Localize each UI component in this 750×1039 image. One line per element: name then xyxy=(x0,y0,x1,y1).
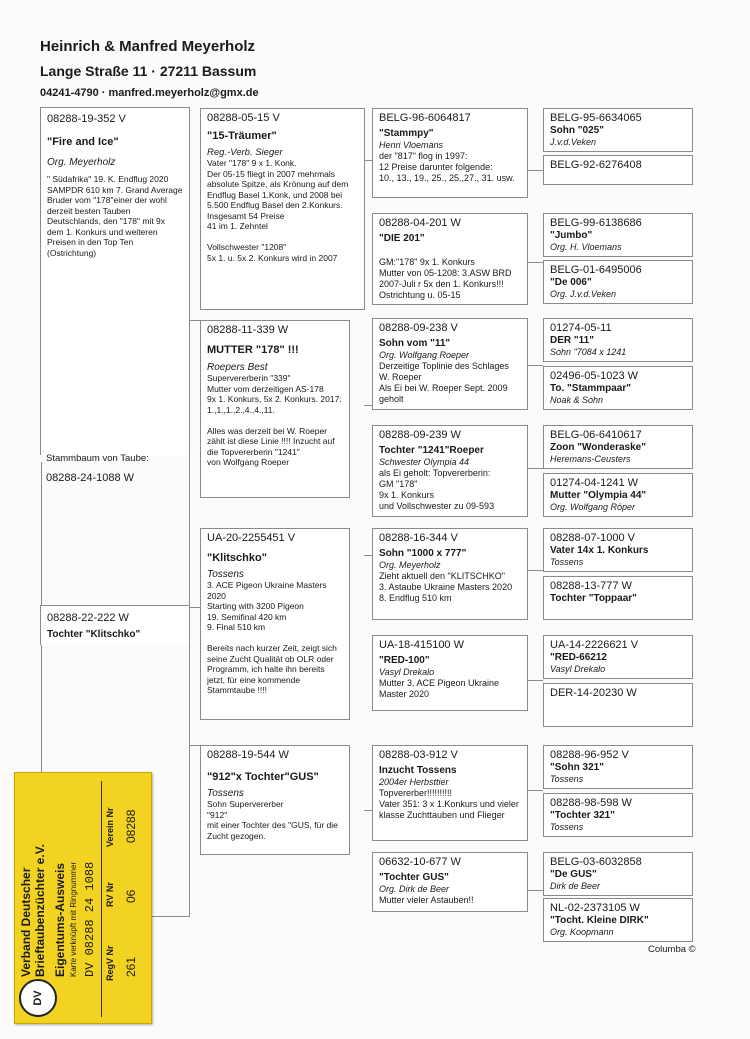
g4-box xyxy=(543,425,693,469)
certificate-val-verein: 08288 xyxy=(124,809,138,843)
g4-ring: NL-02-2373105 W xyxy=(550,902,640,914)
certificate-val-regv: 261 xyxy=(124,956,138,977)
g3-ring: BELG-96-6064817 xyxy=(379,112,471,124)
g4-box xyxy=(543,213,693,257)
g3-ring: 08288-04-201 W xyxy=(379,217,461,229)
connector-line xyxy=(364,160,372,161)
connector-line xyxy=(527,790,543,791)
certificate-col-rv: RV Nr xyxy=(105,882,115,907)
g4-name: "Jumbo" xyxy=(550,230,593,241)
g4-origin: Org. Koopmann xyxy=(550,927,614,937)
g4-name: Vater 14x 1. Konkurs xyxy=(550,545,649,556)
connector-line xyxy=(364,405,372,406)
g4-name: "Tocht. Kleine DIRK" xyxy=(550,915,649,926)
sire-sire-box xyxy=(200,108,365,310)
g4-ring: 02496-05-1023 W xyxy=(550,370,639,382)
dam-dam-text: Sohn Supervererber "912" mit einer Tochter des "GUS, für die Zucht gezogen. xyxy=(207,799,338,841)
dam-dam-name: "912"x Tochter"GUS" xyxy=(207,771,319,783)
g3-origin: 2004er Herbsttier xyxy=(379,777,449,787)
connector-line xyxy=(527,680,543,681)
breeder-address: Lange Straße 11 · 27211 Bassum xyxy=(40,63,257,79)
g4-ring: 08288-98-598 W xyxy=(550,797,632,809)
connector-line xyxy=(527,468,543,469)
g3-text: der "817" flog in 1997: 12 Preise darunter folgende: 10., 13., 19., 25., 25.,27., 31. usw. xyxy=(379,151,515,183)
g4-ring: 01274-05-11 xyxy=(550,322,612,334)
g4-box xyxy=(543,366,693,410)
g3-name: "DIE 201" xyxy=(379,233,425,244)
mother-ring: 08288-22-222 W xyxy=(47,612,129,624)
sire-dam-ring: 08288-11-339 W xyxy=(207,324,289,336)
g3-origin: Vasyl Drekalo xyxy=(379,667,435,677)
g3-text: Derzeitige Toplinie des Schlages W. Roeper Als Ei bei W. Roeper Sept. 2009 geholt xyxy=(379,361,509,404)
g4-origin: Org. H. Vloemans xyxy=(550,242,622,252)
certificate-org-2: Brieftaubenzüchter e.V. xyxy=(33,844,47,977)
g4-name: "De 006" xyxy=(550,277,592,288)
dam-dam-origin: Tossens xyxy=(207,788,244,799)
g3-box xyxy=(372,318,528,410)
g4-name: Sohn "025" xyxy=(550,125,604,136)
g3-box xyxy=(372,635,528,711)
g4-ring: BELG-92-6276408 xyxy=(550,159,642,171)
connector-line xyxy=(527,170,543,171)
g4-name: "De GUS" xyxy=(550,869,597,880)
certificate-col-verein: Verein Nr xyxy=(105,807,115,847)
certificate-ring: DV 08288 24 1088 xyxy=(83,861,97,977)
father-name: "Fire and Ice" xyxy=(47,136,119,148)
certificate-title: Eigentums-Ausweis xyxy=(53,862,67,977)
g4-name: "Sohn 321" xyxy=(550,762,604,773)
g4-box xyxy=(543,473,693,517)
g3-name: Inzucht Tossens xyxy=(379,765,457,776)
connector-line xyxy=(527,262,543,263)
certificate-table xyxy=(101,781,144,1017)
connector-line xyxy=(527,890,543,891)
subject-box xyxy=(40,453,170,493)
mother-name: Tochter "Klitschko" xyxy=(47,629,141,640)
subject-label: Stammbaum von Taube: xyxy=(46,453,149,464)
g4-box xyxy=(543,528,693,572)
dam-dam-box xyxy=(200,745,350,855)
g3-text: GM:"178" 9x 1. Konkurs Mutter von 05-1208: 3.ASW BRD 2007-Juli r 5x den 1. Konkurs!!! Ostrichtung u. 05-15 xyxy=(379,257,512,300)
g4-origin: Vasyl Drekalo xyxy=(550,664,606,674)
g4-origin: Tossens xyxy=(550,557,584,567)
g4-name: Tochter "Toppaar" xyxy=(550,593,637,604)
g4-ring: 01274-04-1241 W xyxy=(550,477,639,489)
g3-ring: 08288-09-238 V xyxy=(379,322,458,334)
g3-origin: Org. Dirk de Beer xyxy=(379,884,450,894)
g3-name: Sohn vom "11" xyxy=(379,338,451,349)
g3-ring: 06632-10-677 W xyxy=(379,856,461,868)
g4-origin: Sohn "7084 x 1241 xyxy=(550,347,627,357)
sire-dam-name: MUTTER "178" !!! xyxy=(207,344,299,356)
g4-box xyxy=(543,683,693,727)
g3-ring: 08288-03-912 V xyxy=(379,749,458,761)
g3-origin: Schwester Olympia 44 xyxy=(379,457,470,467)
g4-origin: Tossens xyxy=(550,822,584,832)
connector-line xyxy=(364,810,372,811)
certificate-content xyxy=(15,773,151,1023)
g3-name: Tochter "1241"Roeper xyxy=(379,445,484,456)
g4-name: To. "Stammpaar" xyxy=(550,383,631,394)
g3-origin: Henri Vloemans xyxy=(379,140,444,150)
sire-dam-origin: Roepers Best xyxy=(207,362,268,373)
connector-line xyxy=(527,570,543,571)
g3-text: als Ei geholt: Topvererberin: GM "178" 9x 1. Konkurs und Vollschwester zu 09-593 xyxy=(379,468,495,511)
g4-box xyxy=(543,260,693,304)
g4-box xyxy=(543,745,693,789)
g3-text: Mutter vieler Astauben!! xyxy=(379,895,474,905)
g4-box xyxy=(543,793,693,837)
g3-ring: 08288-16-344 V xyxy=(379,532,458,544)
g3-name: "Tochter GUS" xyxy=(379,872,449,883)
g4-ring: DER-14-20230 W xyxy=(550,687,637,699)
certificate-org-1: Verband Deutscher xyxy=(19,867,33,977)
sire-sire-origin: Reg.-Verb. Sieger xyxy=(207,147,283,158)
g3-ring: 08288-09-239 W xyxy=(379,429,461,441)
dam-sire-origin: Tossens xyxy=(207,569,244,580)
g4-origin: Tossens xyxy=(550,774,584,784)
g4-name: Zoon "Wonderaske" xyxy=(550,442,646,453)
g3-name: Sohn "1000 x 777" xyxy=(379,548,467,559)
g3-origin: Org. Wolfgang Roeper xyxy=(379,350,470,360)
g4-name: "Tochter 321" xyxy=(550,810,615,821)
g3-text: Topvererber!!!!!!!!!! Vater 351: 3 x 1.Konkurs und vieler klasse Zuchttauben und Flieger xyxy=(379,788,519,820)
dam-sire-name: "Klitschko" xyxy=(207,552,267,564)
father-box xyxy=(40,107,190,455)
certificate-subtitle: Karte verknüpft mit Ringnummer xyxy=(69,861,78,977)
certificate-val-rv: 06 xyxy=(124,889,138,903)
g4-ring: BELG-06-6410617 xyxy=(550,429,642,441)
g4-box xyxy=(543,852,693,896)
sire-sire-name: "15-Träumer" xyxy=(207,130,277,142)
father-origin: Org. Meyerholz xyxy=(47,157,116,168)
g3-box xyxy=(372,852,528,912)
dam-sire-box xyxy=(200,528,350,720)
sire-sire-ring: 08288-05-15 V xyxy=(207,112,280,124)
g4-ring: 08288-07-1000 V xyxy=(550,532,636,544)
g4-name: Mutter "Olympia 44" xyxy=(550,490,647,501)
subject-ring: 08288-24-1088 W xyxy=(46,472,135,484)
g4-name: "RED-66212 xyxy=(550,652,607,663)
sire-dam-box xyxy=(200,320,350,498)
g4-ring: 08288-13-777 W xyxy=(550,580,632,592)
mother-box xyxy=(40,605,190,645)
g3-text: Mutter 3. ACE Pigeon Ukraine Master 2020 xyxy=(379,678,500,699)
g4-box xyxy=(543,576,693,620)
g3-name: "RED-100" xyxy=(379,655,430,666)
g3-box xyxy=(372,425,528,517)
g3-name: "Stammpy" xyxy=(379,128,434,139)
g3-ring: UA-18-415100 W xyxy=(379,639,464,651)
father-text: " Südafrika" 19. K. Endflug 2020 SAMPDR 610 km 7. Grand Average Bruder vom "178"einer der wohl derzeit besten Tauben Deutschlands, den "178" mit 9x dem 1. Konkurs und weiteren Preisen in den Top Ten (Ostrichtung) xyxy=(47,174,183,258)
g4-box xyxy=(543,318,693,362)
g3-origin: Org. Meyerholz xyxy=(379,560,441,570)
connector-line xyxy=(527,365,543,366)
g4-box xyxy=(543,155,693,185)
g4-ring: BELG-03-6032858 xyxy=(550,856,642,868)
ownership-certificate xyxy=(14,772,152,1024)
breeder-name: Heinrich & Manfred Meyerholz xyxy=(40,38,256,55)
g4-origin: Heremans-Ceusters xyxy=(550,454,631,464)
g4-ring: 08288-96-952 V xyxy=(550,749,629,761)
g4-origin: J.v.d.Veken xyxy=(550,137,597,147)
breeder-contact: 04241-4790 · manfred.meyerholz@gmx.de xyxy=(40,87,259,99)
g3-text: Zieht aktuell den "KLITSCHKO" 3. Astaube Ukraine Masters 2020 8. Endflug 510 km xyxy=(379,571,513,603)
certificate-col-regv: RegV Nr xyxy=(105,945,115,981)
g4-origin: Org. J.v.d.Veken xyxy=(550,289,617,299)
g4-ring: BELG-01-6495006 xyxy=(550,264,642,276)
g4-box xyxy=(543,635,693,679)
g4-origin: Dirk de Beer xyxy=(550,881,601,891)
g4-ring: BELG-99-6138686 xyxy=(550,217,642,229)
dv-logo-icon: DV xyxy=(19,979,57,1017)
father-ring: 08288-19-352 V xyxy=(47,113,126,125)
connector-line xyxy=(364,555,372,556)
footer-credit: Columba © xyxy=(648,944,696,955)
dam-sire-ring: UA-20-2255451 V xyxy=(207,532,296,544)
g4-ring: UA-14-2226621 V xyxy=(550,639,639,651)
g4-box xyxy=(543,108,693,152)
dam-sire-text: 3. ACE Pigeon Ukraine Masters 2020 Starting with 3200 Pigeon 19. Semifinal 420 km 9. Final 510 km Bereits nach kurzer Zeit, zeigt sich seine Zucht Qualität ob OLR oder Programm, ich halte ihn bereits jetzt, für eine kommende Stammtaube !!!! xyxy=(207,580,337,695)
sire-dam-text: Supervererberin "339" Mutter vom derzeitigen AS-178 9x 1. Konkurs, 5x 2. Konkurs. 2017: 1.,1.,1.,2.,4.,4.,11. Alles was derzeit bei W. Roeper zählt ist diese Linie !!!! Inzucht auf die Topvererberin "1241" von Wolfgang Roeper xyxy=(207,373,342,467)
g3-box xyxy=(372,745,528,841)
g4-name: DER "11" xyxy=(550,335,594,346)
g3-box xyxy=(372,213,528,305)
dam-dam-ring: 08288-19-544 W xyxy=(207,749,289,761)
g3-box xyxy=(372,108,528,198)
g3-box xyxy=(372,528,528,620)
g4-origin: Org. Wolfgang Röper xyxy=(550,502,636,512)
g4-origin: Noak & Sohn xyxy=(550,395,604,405)
g4-ring: BELG-95-6634065 xyxy=(550,112,642,124)
sire-sire-text: Vater "178" 9 x 1. Konk. Der 05-15 fliegt in 2007 mehrmals absolute Spitze, als Krönung auf dem Endflug Basel 1.Konk, und 2008 bei 5.500 Endflug Basel den 2.Konkurs. Insgesamt 54 Preise 41 im 1. Zehntel Vollschwester "1208" 5x 1. u. 5x 2. Konkurs wird in 2007 xyxy=(207,158,349,263)
g4-box xyxy=(543,898,693,942)
